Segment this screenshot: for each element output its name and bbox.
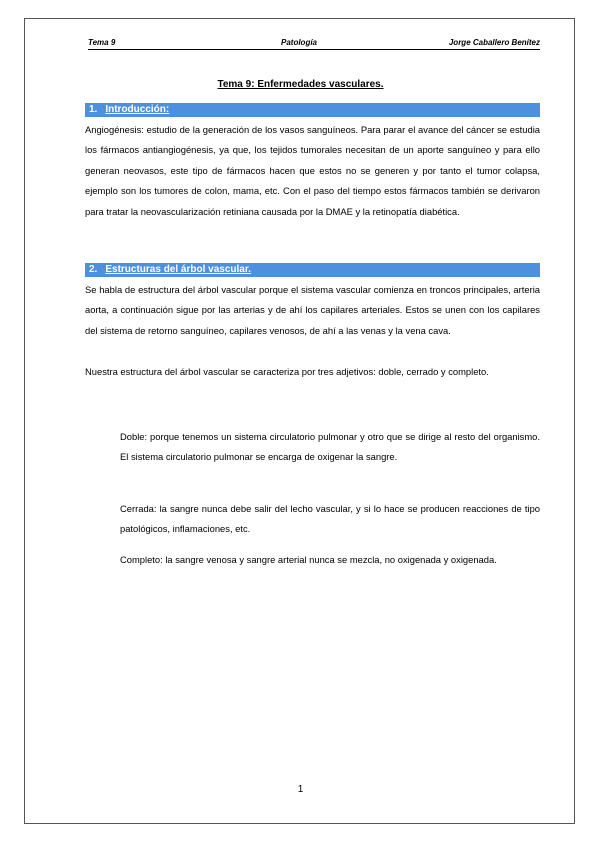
list-item-cerrada: Cerrada: la sangre nunca debe salir del lecho vascular, y si lo hace se producen reacciones de tipo patológicos, inflamaciones, etc. — [120, 503, 540, 535]
page-header — [88, 38, 540, 50]
header-topic: Tema 9 — [88, 38, 116, 47]
section-2-heading — [85, 263, 540, 277]
document-page — [24, 18, 575, 824]
section-1-paragraph: Angiogénesis: estudio de la generación de los vasos sanguíneos. Para parar el avance del cáncer se estudia los fármacos antiangiogénesis, ya que, los tejidos tumorales necesitan de un aporte sanguíneo y para ello generan neovasos, este tipo de fármacos hacen que estos no se generen y por tanto el tumor colapsa, ejemplo son los tumores de colon, mama, etc. Con el paso del tiempo estos fármacos también se derivaron para tratar la neovascularización retiniana causada por la DMAE y la retinopatía diabética. — [85, 124, 540, 217]
header-subject: Patología — [281, 38, 318, 47]
section-1-title: Introducción: — [105, 104, 170, 115]
section-2-paragraph-2: Nuestra estructura del árbol vascular se caracteriza por tres adjetivos: doble, cerrado y completo. — [85, 366, 489, 377]
header-author: Jorge Caballero Benítez — [448, 38, 540, 47]
section-1-number: 1. — [89, 104, 98, 115]
section-2-paragraph-1: Se habla de estructura del árbol vascular porque el sistema vascular comienza en troncos principales, arteria aorta, a continuación sigue por las arterias y de ahí los capilares arteriales. Estos se unen con los capilares del sistema de retorno sanguíneo, capilares venosos, de ahí a las venas y la vena cava. — [85, 284, 540, 336]
page-number: 1 — [297, 784, 304, 795]
list-item-completo: Completo: la sangre venosa y sangre arterial nunca se mezcla, no oxigenada y oxigenada. — [120, 554, 497, 565]
section-2-title: Estructuras del árbol vascular. — [105, 264, 251, 275]
section-2-number: 2. — [89, 264, 98, 275]
list-item-doble: Doble: porque tenemos un sistema circulatorio pulmonar y otro que se dirige al resto del organismo. El sistema circulatorio pulmonar se encarga de oxigenar la sangre. — [120, 431, 540, 463]
document-title: Tema 9: Enfermedades vasculares. — [217, 79, 384, 90]
section-1-heading — [85, 103, 540, 117]
